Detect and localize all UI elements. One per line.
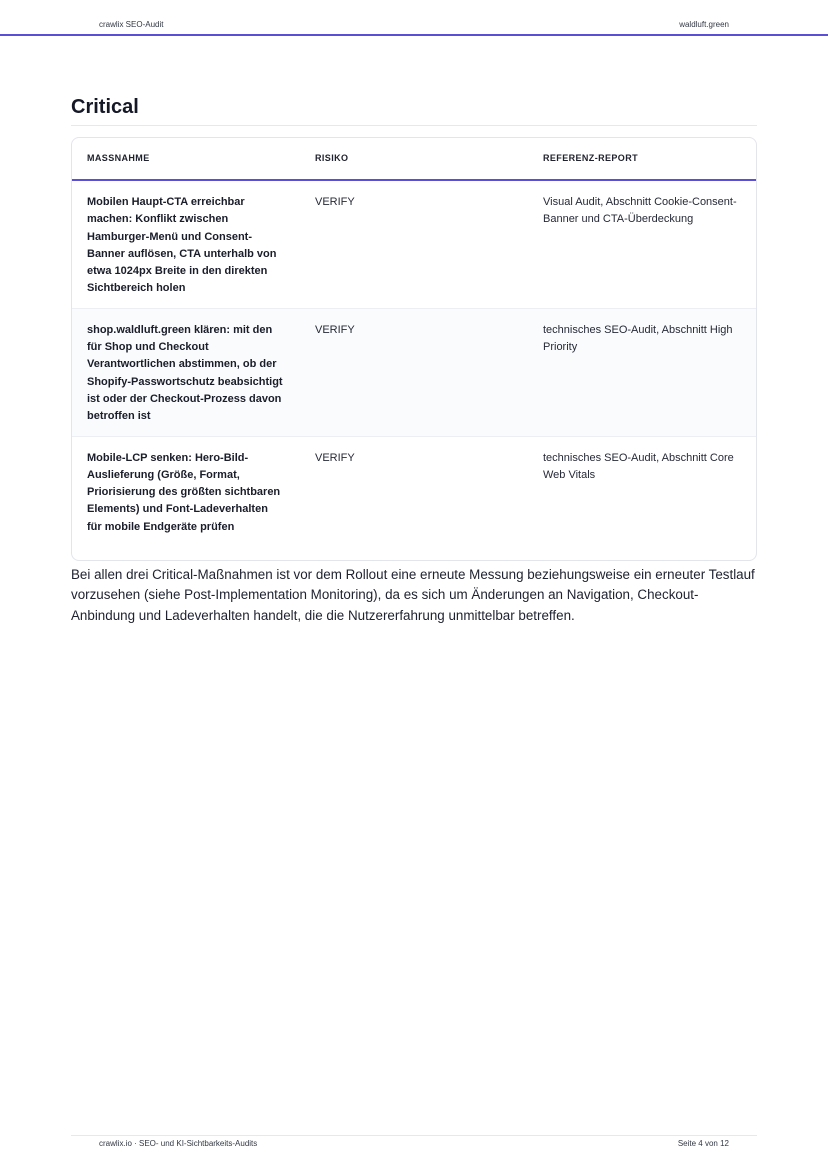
column-header-risk: RISIKO [300, 138, 528, 180]
page-header [0, 0, 828, 36]
table-row [72, 436, 756, 560]
title-divider [71, 125, 757, 126]
header-domain: waldluft.green [679, 20, 729, 29]
risk-cell: VERIFY [315, 451, 355, 464]
measure-cell: Mobilen Haupt-CTA erreichbar machen: Konflikt zwischen Hamburger-Menü und Consent-Banner auflösen, CTA unterhalb von etwa 1024px Breite in den direkten Sichtbereich holen [72, 180, 300, 308]
reference-cell: technisches SEO-Audit, Abschnitt High Priority [528, 308, 756, 436]
summary-paragraph: Bei allen drei Critical-Maßnahmen ist vor dem Rollout eine erneute Messung beziehungsweise ein erneuter Testlauf vorzusehen (siehe Post-Implementation Monitoring), da es sich um Änderungen an Navigation, Checkout-Anbindung und Ladeverhalten handelt, die die Nutzererfahrung unmittelbar betreffen. [71, 567, 755, 623]
column-header-reference: REFERENZ-REPORT [528, 138, 756, 180]
footer-brand: crawlix.io · SEO- und KI-Sichtbarkeits-Audits [99, 1139, 258, 1148]
header-report-name: crawlix SEO-Audit [99, 20, 164, 29]
measures-table [71, 137, 757, 561]
footer-divider [71, 1135, 757, 1136]
reference-cell: Visual Audit, Abschnitt Cookie-Consent-Banner und CTA-Überdeckung [528, 180, 756, 308]
page-number: Seite 4 von 12 [677, 1139, 729, 1148]
table-row [72, 308, 756, 436]
measure-cell: Mobile-LCP senken: Hero-Bild-Auslieferung (Größe, Format, Priorisierung des größten sichtbaren Elements) und Font-Ladeverhalten für mobile Endgeräte prüfen [87, 451, 281, 533]
risk-cell: VERIFY [300, 180, 528, 308]
reference-cell: technisches SEO-Audit, Abschnitt Core Web Vitals [543, 451, 734, 481]
table-header-row [72, 138, 756, 180]
risk-cell: VERIFY [300, 308, 528, 436]
column-header-measure: MASSNAHME [72, 138, 300, 180]
measure-cell: shop.waldluft.green klären: mit den für Shop und Checkout Verantwortlichen abstimmen, ob der Shopify-Passwortschutz beabsichtigt ist oder der Checkout-Prozess davon betroffen ist [72, 308, 300, 436]
section-title: Critical [71, 96, 139, 118]
table-row [72, 180, 756, 308]
